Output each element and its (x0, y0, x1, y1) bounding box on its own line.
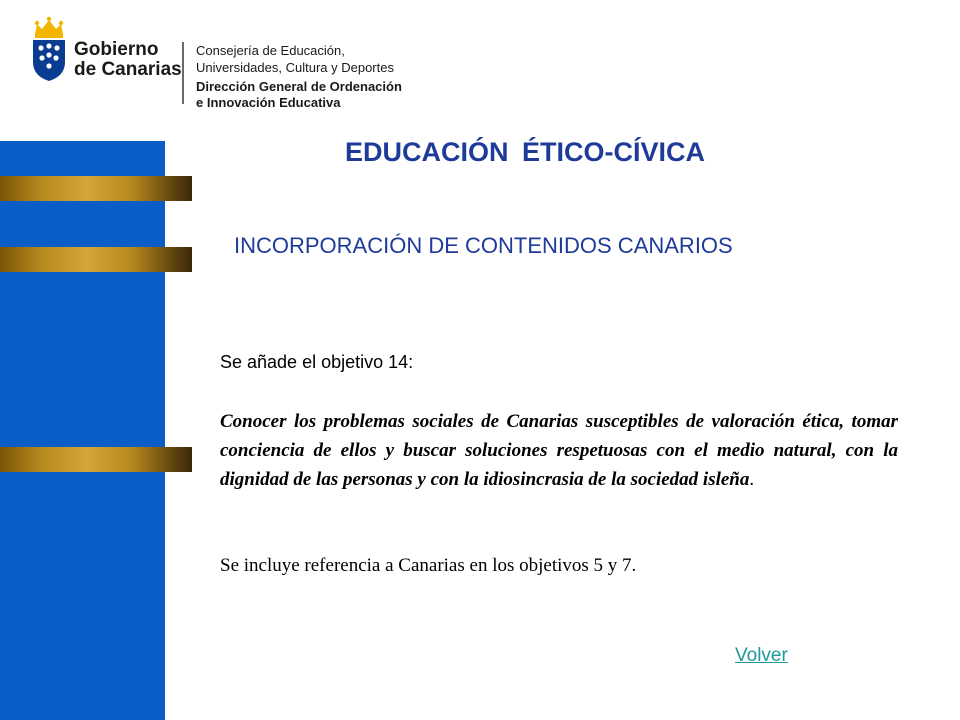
department-line-2: Universidades, Cultura y Deportes (196, 60, 394, 75)
logo-text (74, 40, 182, 80)
decorative-gold-bar (0, 176, 192, 201)
decorative-side-bar (0, 141, 165, 720)
objective-text: Conocer los problemas sociales de Canarias susceptibles de valoración ética, tomar conciencia de ellos y buscar soluciones respetuosas con el medio natural, con la dignidad de las personas y con la idiosincrasia de la sociedad isleña (220, 411, 898, 490)
decorative-gold-bar (0, 447, 192, 472)
department-line-3: Dirección General de Ordenación (196, 79, 402, 94)
intro-text: Se añade el objetivo 14: (220, 352, 414, 372)
reference-text: Se incluye referencia a Canarias en los objetivos 5 y 7. (220, 555, 637, 576)
page-subtitle: INCORPORACIÓN DE CONTENIDOS CANARIOS (234, 233, 733, 258)
logo-line-2: de Canarias (74, 59, 182, 80)
back-link[interactable]: Volver (735, 645, 788, 666)
department-line-1: Consejería de Educación, (196, 43, 345, 58)
objective-paragraph (220, 407, 898, 494)
logo-line-1: Gobierno (74, 39, 159, 60)
coat-of-arms-icon (30, 16, 68, 82)
header (0, 0, 960, 120)
logo-divider (182, 42, 184, 104)
department-line-4: e Innovación Educativa (196, 95, 341, 110)
page-title: EDUCACIÓN ÉTICO-CÍVICA (344, 137, 705, 167)
objective-period: . (749, 469, 755, 490)
department-ministry (196, 42, 394, 76)
department-directorate (196, 79, 402, 111)
decorative-gold-bar (0, 247, 192, 272)
